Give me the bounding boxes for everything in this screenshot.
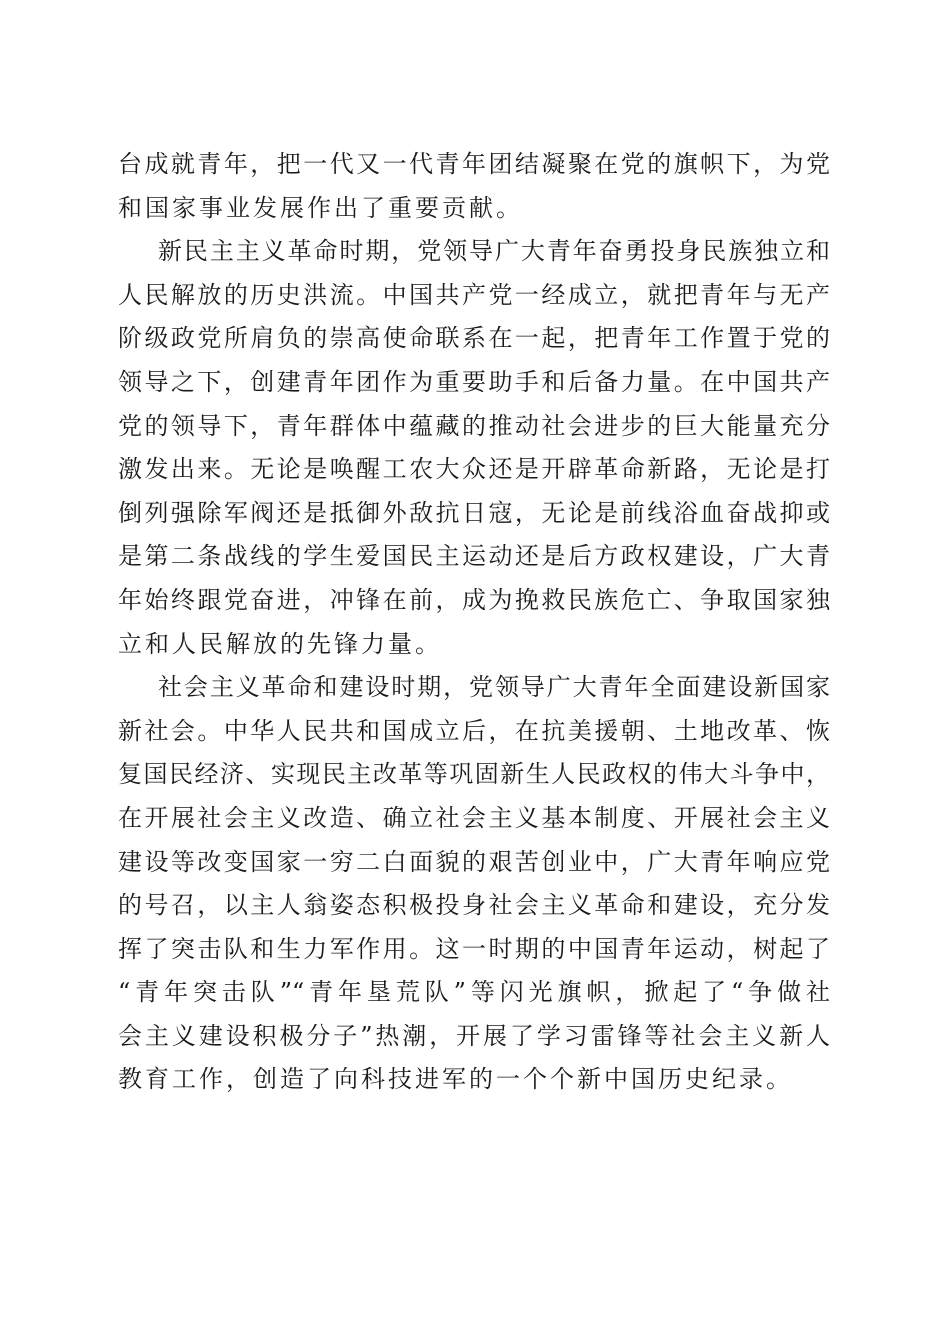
document-body — [118, 143, 830, 1102]
paragraph-3-line-4: 在开展社会主义改造、确立社会主义基本制度、开展社会主义 — [118, 803, 830, 832]
paragraph-3-line-7: 挥了突击队和生力军作用。这一时期的中国青年运动，树起了 — [118, 934, 830, 963]
paragraph-2-line-1: 新民主主义革命时期，党领导广大青年奋勇投身民族独立和 — [158, 237, 830, 266]
paragraph-2-line-8: 是第二条战线的学生爱国民主运动还是后方政权建设，广大青 — [118, 542, 830, 571]
paragraph-3-line-8: “青年突击队”“青年垦荒队”等闪光旗帜，掀起了“争做社 — [118, 978, 830, 1007]
paragraph-2-line-6: 激发出来。无论是唤醒工农大众还是开辟革命新路，无论是打 — [118, 455, 830, 484]
paragraph-3-line-6: 的号召，以主人翁姿态积极投身社会主义革命和建设，充分发 — [118, 891, 830, 920]
paragraph-3-line-10: 教育工作，创造了向科技进军的一个个新中国历史纪录。 — [118, 1065, 793, 1094]
paragraph-2-line-3: 阶级政党所肩负的崇高使命联系在一起，把青年工作置于党的 — [118, 324, 830, 353]
paragraph-3-line-3: 复国民经济、实现民主改革等巩固新生人民政权的伟大斗争中， — [118, 760, 830, 789]
paragraph-3-line-9: 会主义建设积极分子”热潮，开展了学习雷锋等社会主义新人 — [118, 1021, 830, 1050]
paragraph-3-line-5: 建设等改变国家一穷二白面貌的艰苦创业中，广大青年响应党 — [118, 847, 830, 876]
paragraph-2-line-2: 人民解放的历史洪流。中国共产党一经成立，就把青年与无产 — [118, 280, 830, 309]
paragraph-2-line-5: 党的领导下，青年群体中蕴藏的推动社会进步的巨大能量充分 — [118, 411, 830, 440]
paragraph-1-line-2: 和国家事业发展作出了重要贡献。 — [118, 193, 523, 222]
paragraph-2-line-10: 立和人民解放的先锋力量。 — [118, 629, 442, 658]
paragraph-3-line-1: 社会主义革命和建设时期，党领导广大青年全面建设新国家 — [158, 673, 830, 702]
paragraph-3-line-2: 新社会。中华人民共和国成立后，在抗美援朝、土地改革、恢 — [118, 716, 830, 745]
paragraph-2-line-9: 年始终跟党奋进，冲锋在前，成为挽救民族危亡、争取国家独 — [118, 585, 830, 614]
paragraph-2-line-7: 倒列强除军阀还是抵御外敌抗日寇，无论是前线浴血奋战抑或 — [118, 498, 830, 527]
paragraph-2-line-4: 领导之下，创建青年团作为重要助手和后备力量。在中国共产 — [118, 367, 830, 396]
paragraph-1-line-1: 台成就青年，把一代又一代青年团结凝聚在党的旗帜下，为党 — [118, 150, 830, 178]
